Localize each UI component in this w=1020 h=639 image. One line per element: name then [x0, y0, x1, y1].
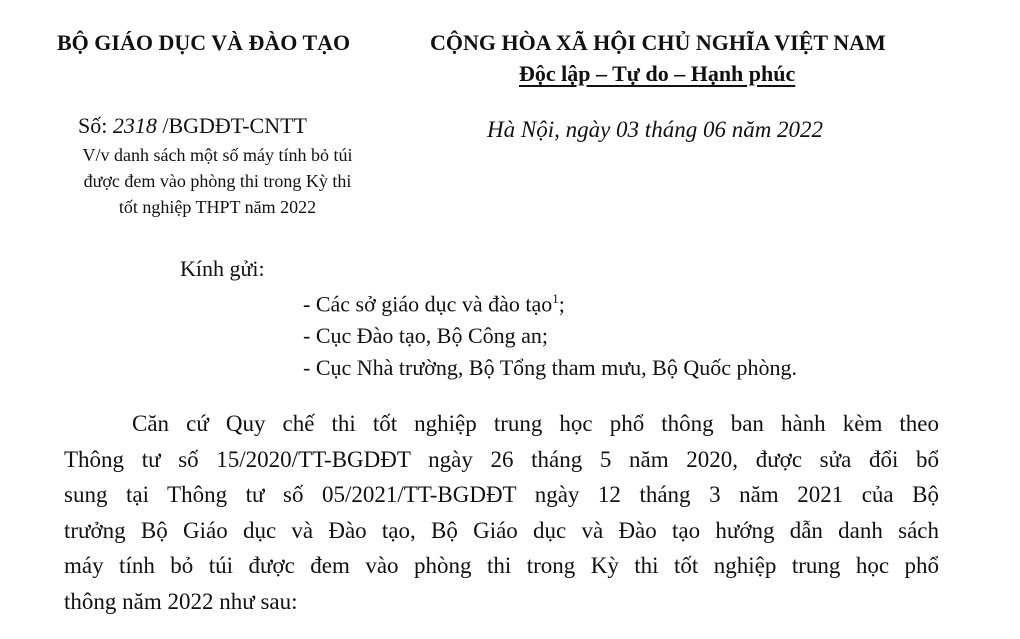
subject-line: được đem vào phòng thi trong Kỳ thi	[83, 171, 352, 191]
document-subject	[40, 142, 395, 220]
document-number-prefix: Số:	[78, 113, 108, 138]
recipient-text: - Cục Đào tạo, Bộ Công an;	[303, 323, 549, 349]
document-number	[78, 113, 307, 139]
body-line: máy tính bỏ túi được đem vào phòng thi trong Kỳ thi tốt nghiệp trung học phổ	[64, 553, 939, 578]
body-line: sung tại Thông tư số 05/2021/TT-BGDĐT ngày 12 tháng 3 năm 2021 của Bộ	[64, 482, 939, 507]
body-line: Thông tư số 15/2020/TT-BGDĐT ngày 26 tháng 5 năm 2020, được sửa đổi bổ	[64, 446, 939, 472]
national-motto: Độc lập – Tự do – Hạnh phúc	[519, 61, 796, 86]
document-number-suffix: /BGDĐT-CNTT	[162, 113, 307, 138]
recipient-list	[303, 283, 797, 384]
body-line: Căn cứ Quy chế thi tốt nghiệp trung học phổ thông ban hành kèm theo	[132, 411, 939, 436]
footnote-marker: 1	[552, 291, 559, 306]
body-paragraph	[64, 406, 939, 619]
recipient-tail: ;	[558, 291, 565, 317]
body-line: thông năm 2022 như sau:	[64, 588, 298, 614]
recipient-text: - Cục Nhà trường, Bộ Tổng tham mưu, Bộ Quốc phòng.	[303, 355, 797, 381]
recipient-text: - Các sở giáo dục và đào tạo	[303, 291, 553, 317]
issuing-ministry: BỘ GIÁO DỤC VÀ ĐÀO TẠO	[57, 30, 351, 55]
recipient-item	[303, 352, 797, 384]
body-line: trưởng Bộ Giáo dục và Đào tạo, Bộ Giáo dục và Đào tạo hướng dẫn danh sách	[64, 517, 939, 543]
national-title: CỘNG HÒA XÃ HỘI CHỦ NGHĨA VIỆT NAM	[430, 30, 886, 55]
subject-line: tốt nghiệp THPT năm 2022	[118, 197, 317, 217]
recipient-item	[303, 283, 797, 320]
document-number-value: 2318	[112, 113, 157, 138]
salutation: Kính gửi:	[180, 256, 265, 281]
subject-line: V/v danh sách một số máy tính bỏ túi	[82, 145, 353, 165]
recipient-item	[303, 320, 797, 352]
place-and-date: Hà Nội, ngày 03 tháng 06 năm 2022	[487, 117, 824, 142]
